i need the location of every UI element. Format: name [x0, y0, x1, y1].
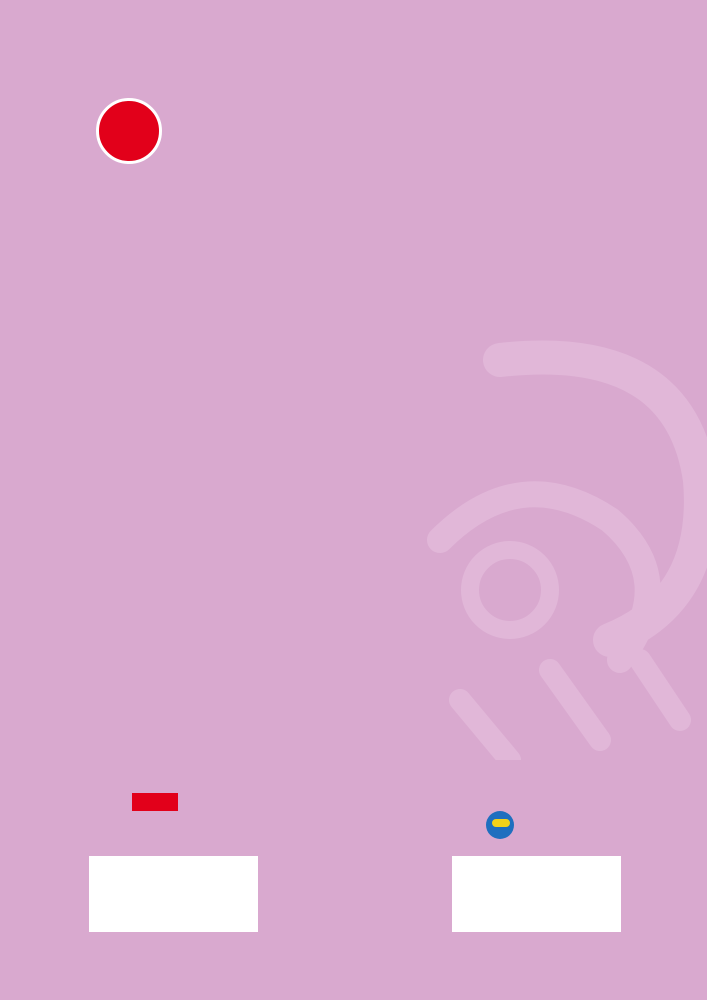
excelsis-logo	[486, 803, 626, 843]
barcode-right	[452, 856, 621, 932]
barcode-bars-right	[462, 874, 612, 914]
barcode-bars-left	[99, 874, 249, 914]
decorative-border-bottom	[0, 954, 707, 1000]
decorative-border-top	[0, 0, 707, 46]
background-swirl-watermark	[380, 340, 707, 760]
barcode-left	[89, 856, 258, 932]
decorative-border-left	[0, 46, 46, 954]
7ici-logo	[132, 793, 178, 841]
volume-number-badge	[96, 98, 162, 164]
